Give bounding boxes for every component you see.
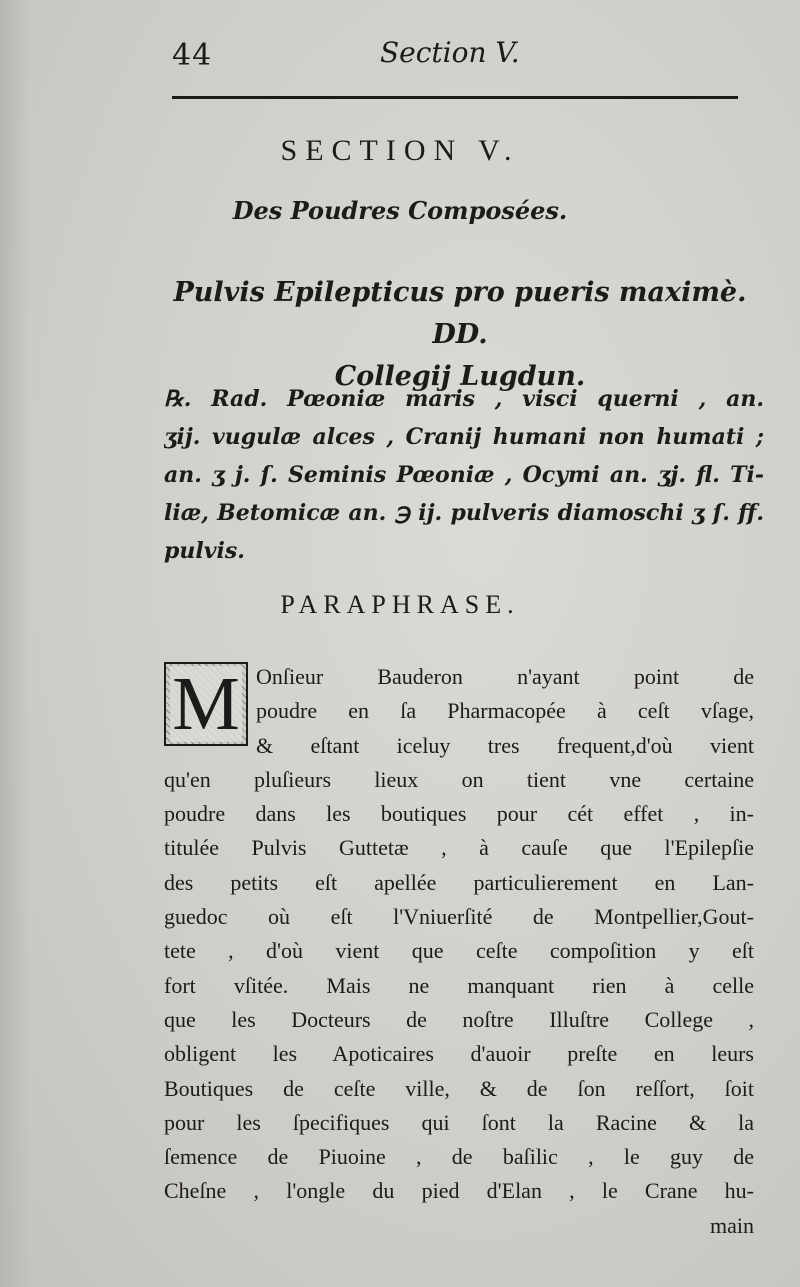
running-head: Section V.: [380, 36, 520, 69]
header-rule: [172, 96, 738, 99]
recipe-line: ʒij. vugulæ alces , Cranij humani non humati ;: [164, 424, 764, 450]
page-number: 44: [172, 38, 213, 73]
body-line: poudre en ſa Pharmacopée à ceſt vſage,: [256, 698, 754, 724]
body-line: Boutiques de ceſte ville, & de ſon reſſort, ſoit: [164, 1075, 754, 1101]
drop-cap-letter: M: [172, 662, 240, 746]
body-line: tete , d'où vient que ceſte compoſition y eſt: [164, 938, 754, 964]
section-subtitle: Des Poudres Composées.: [232, 196, 568, 225]
body-line: obligent les Apoticaires d'auoir preſte en leurs: [164, 1041, 754, 1067]
body-line: Cheſne , l'ongle du pied d'Elan , le Crane hu-: [164, 1178, 754, 1204]
recipe-line: ℞. Rad. Pœoniæ maris , visci querni , an.: [164, 386, 764, 412]
body-line: poudre dans les boutiques pour cét effet , in-: [164, 801, 754, 827]
body-line: pour les ſpecifiques qui ſont la Racine & la: [164, 1109, 754, 1135]
body-line: titulée Pulvis Guttetæ , à cauſe que l'Epilepſie: [164, 835, 754, 861]
body-line: fort vſitée. Mais ne manquant rien à celle: [164, 972, 754, 998]
gutter-shadow: [0, 0, 30, 1287]
body-line: main: [710, 1212, 754, 1238]
body-line: & eſtant iceluy tres frequent,d'où vient: [256, 732, 754, 758]
recipe-body: [164, 380, 764, 570]
page-header: [0, 32, 800, 82]
recipe-title-line-1: Pulvis Epilepticus pro pueris maximè. DD.: [173, 277, 747, 350]
recipe-line: an. ʒ j. ſ. Seminis Pœoniæ , Ocymi an. ʒj. fl. Ti-: [164, 462, 764, 488]
paraphrase-body: [164, 660, 754, 1243]
recipe-title-line-2: Collegij Lugdun.: [334, 361, 586, 392]
paraphrase-heading: PARAPHRASE.: [280, 590, 520, 619]
body-line: qu'en pluſieurs lieux on tient vne certaine: [164, 766, 754, 792]
body-line: guedoc où eſt l'Vniuerſité de Montpellier,Gout-: [164, 904, 754, 930]
body-line: Onſieur Bauderon n'ayant point de: [256, 664, 754, 689]
recipe-line: pulvis.: [164, 538, 245, 564]
body-line: des petits eſt apellée particulierement en Lan-: [164, 869, 754, 895]
recipe-line: liæ, Betomicæ an. ℈ ij. pulveris diamoschi ʒ ſ. ff.: [164, 500, 764, 526]
body-line: ſemence de Piuoine , de baſilic , le guy de: [164, 1144, 754, 1170]
body-line: que les Docteurs de noſtre Illuſtre College ,: [164, 1006, 754, 1032]
section-title: SECTION V.: [280, 134, 520, 167]
